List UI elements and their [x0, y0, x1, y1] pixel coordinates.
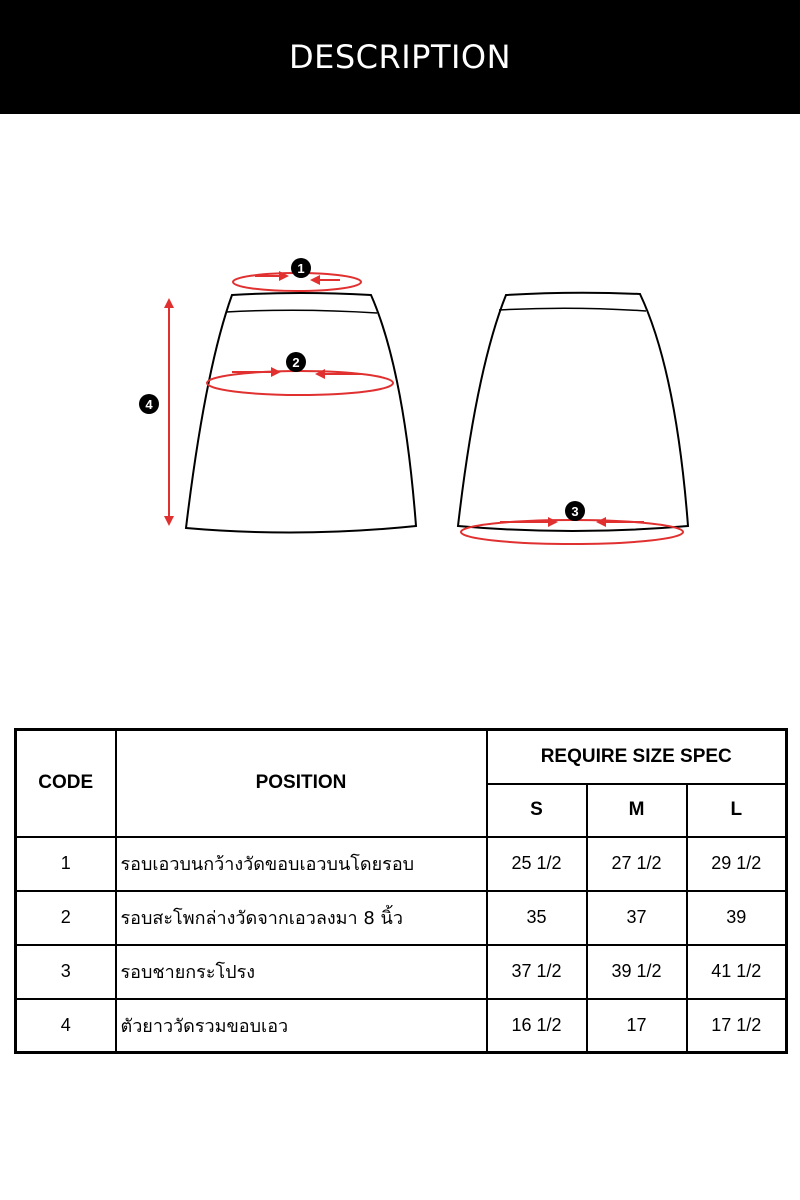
row-position: รอบเอวบนกว้างวัดขอบเอวบนโดยรอบ — [116, 837, 487, 891]
row-value-l: 29 1/2 — [687, 837, 787, 891]
marker-2-label: 2 — [292, 355, 300, 370]
row-value-s: 35 — [487, 891, 587, 945]
row-position: รอบสะโพกล่างวัดจากเอวลงมา 8 นิ้ว — [116, 891, 487, 945]
skirt-front — [139, 258, 416, 533]
marker-3-label: 3 — [571, 504, 579, 519]
header-code: CODE — [16, 730, 116, 837]
row-value-s: 16 1/2 — [487, 999, 587, 1053]
header-size-m: M — [587, 784, 687, 837]
row-value-l: 41 1/2 — [687, 945, 787, 999]
row-position: ตัวยาววัดรวมขอบเอว — [116, 999, 487, 1053]
row-value-m: 27 1/2 — [587, 837, 687, 891]
header-spec-group: REQUIRE SIZE SPEC — [487, 730, 787, 784]
skirt-front-outline — [186, 293, 416, 533]
row-value-l: 17 1/2 — [687, 999, 787, 1053]
row-value-m: 39 1/2 — [587, 945, 687, 999]
table-row — [16, 945, 787, 999]
marker-4-label: 4 — [145, 397, 153, 412]
header-size-s: S — [487, 784, 587, 837]
row-code: 2 — [16, 891, 116, 945]
skirt-back-outline — [458, 293, 688, 531]
row-value-s: 25 1/2 — [487, 837, 587, 891]
table-row — [16, 837, 787, 891]
row-value-m: 17 — [587, 999, 687, 1053]
row-code: 3 — [16, 945, 116, 999]
row-code: 4 — [16, 999, 116, 1053]
row-value-s: 37 1/2 — [487, 945, 587, 999]
page-title: DESCRIPTION — [288, 38, 512, 76]
row-value-m: 37 — [587, 891, 687, 945]
skirt-back — [458, 293, 688, 544]
skirt-diagram — [0, 114, 800, 674]
marker-1-label: 1 — [297, 261, 305, 276]
table-row — [16, 999, 787, 1053]
header-position: POSITION — [116, 730, 487, 837]
header-size-l: L — [687, 784, 787, 837]
row-code: 1 — [16, 837, 116, 891]
table-row — [16, 891, 787, 945]
row-value-l: 39 — [687, 891, 787, 945]
size-spec-table — [14, 728, 788, 1054]
row-position: รอบชายกระโปรง — [116, 945, 487, 999]
header-bar — [0, 0, 800, 114]
